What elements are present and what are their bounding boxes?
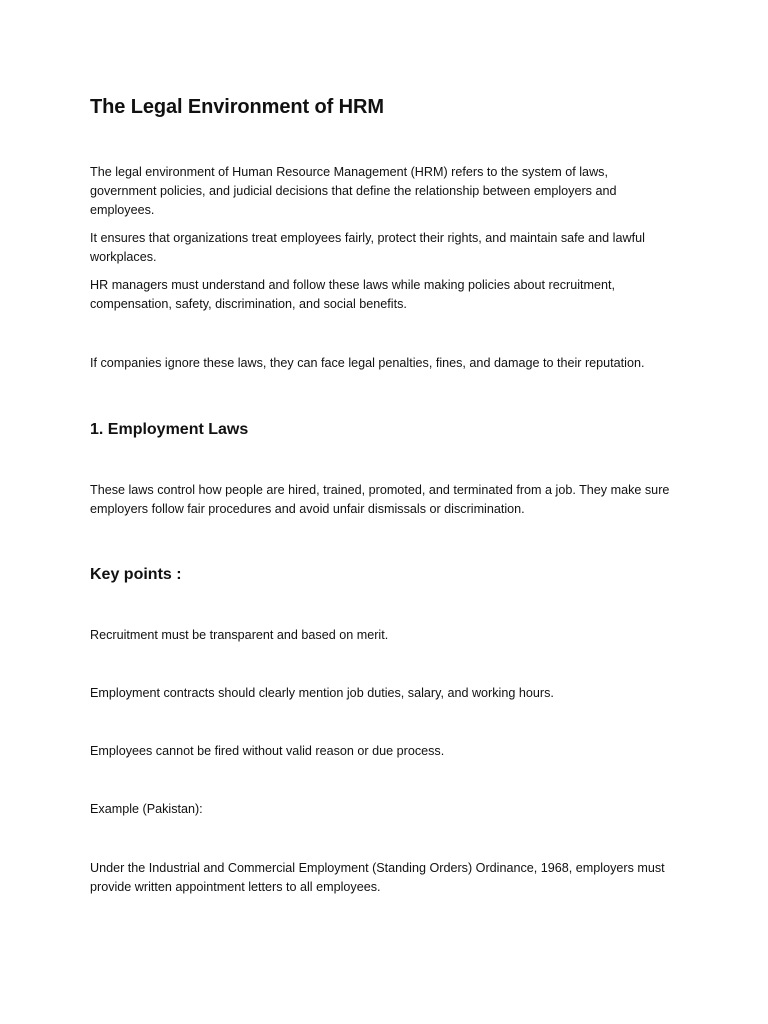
example-label: Example (Pakistan): xyxy=(90,802,203,816)
section-heading-employment-laws: 1. Employment Laws xyxy=(90,421,249,438)
document-title: The Legal Environment of HRM xyxy=(90,96,384,118)
key-point-item: Employment contracts should clearly mention job duties, salary, and working hours. xyxy=(90,686,554,700)
intro-paragraph-3: HR managers must understand and follow these laws while making policies about recruitment, compensation, safety, discrimination, and social benefits. xyxy=(90,278,615,311)
key-points-heading: Key points : xyxy=(90,566,182,583)
intro-paragraph-2: It ensures that organizations treat employees fairly, protect their rights, and maintain safe and lawful workplaces. xyxy=(90,231,645,264)
key-point-item: Employees cannot be fired without valid reason or due process. xyxy=(90,744,445,758)
example-text: Under the Industrial and Commercial Employment (Standing Orders) Ordinance, 1968, employers must provide written appointment letters to all employees. xyxy=(90,861,665,894)
intro-paragraph-1: The legal environment of Human Resource Management (HRM) refers to the system of laws, government policies, and judicial decisions that define the relationship between employers and employees. xyxy=(90,165,617,217)
key-point-item: Recruitment must be transparent and based on merit. xyxy=(90,628,389,642)
employment-laws-paragraph: These laws control how people are hired, trained, promoted, and terminated from a job. They make sure employers follow fair procedures and avoid unfair dismissals or discrimination. xyxy=(90,483,670,516)
intro-paragraph-4: If companies ignore these laws, they can face legal penalties, fines, and damage to their reputation. xyxy=(90,356,645,370)
